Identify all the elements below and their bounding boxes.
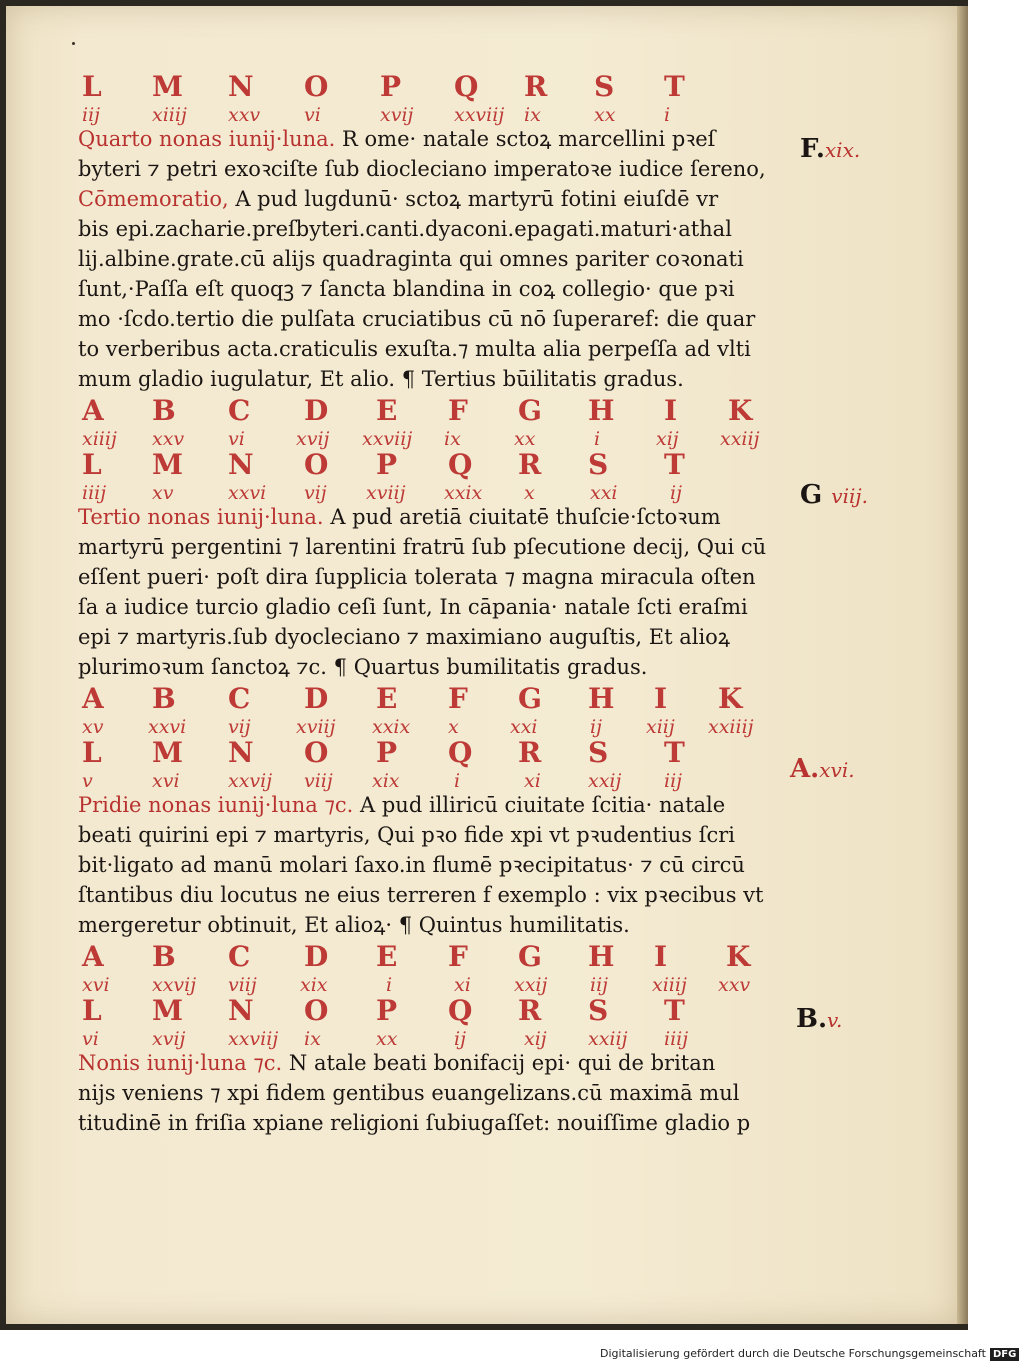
- golden-number: xi: [524, 770, 541, 792]
- calendar-letter: B: [152, 394, 176, 427]
- golden-number: xx: [594, 104, 616, 126]
- golden-number: xx: [514, 428, 536, 450]
- golden-number: xxvij: [228, 770, 273, 792]
- text-line: Quarto nonas iunij·luna. R ome· natale sctoꝝ marcellini pꝛeſ: [78, 127, 716, 151]
- golden-number: xxij: [588, 770, 622, 792]
- text-line: plurimoꝛum ſanctoꝝ ⁊c. ¶ Quartus bumilitatis gradus.: [78, 655, 648, 679]
- number-row: [78, 970, 798, 994]
- calendar-letter: N: [228, 994, 254, 1027]
- text-line: titudinē in friſia xpiane religioni ſubiugaſſet: nouiſſime gladio p: [78, 1111, 751, 1135]
- golden-number: iiij: [664, 1028, 689, 1050]
- golden-number: xxi: [510, 716, 538, 738]
- calendar-letter: N: [228, 70, 254, 103]
- calendar-letter: K: [726, 940, 751, 973]
- calendar-letter: M: [152, 994, 183, 1027]
- golden-number: xxviij: [362, 428, 413, 450]
- golden-number: xxvi: [228, 482, 267, 504]
- calendar-letter: E: [376, 940, 398, 973]
- calendar-letter: A: [82, 682, 104, 715]
- golden-number: xxi: [590, 482, 618, 504]
- text-line: lij.albine.grate.cū alijs quadraginta qui omnes pariter coꝛonati: [78, 247, 744, 271]
- calendar-letter: O: [304, 736, 329, 769]
- calendar-letter: F: [448, 394, 468, 427]
- golden-number: xxix: [444, 482, 483, 504]
- golden-number: x: [524, 482, 535, 504]
- text-line: Tertio nonas iunij·luna. A pud aretiā ciuitatē thuſcie·ſctoꝛum: [78, 505, 721, 529]
- golden-number: xvi: [152, 770, 180, 792]
- golden-number: xiiij: [82, 428, 117, 450]
- calendar-letter: Q: [448, 448, 473, 481]
- entry-nonis: [78, 1048, 798, 1138]
- golden-number: vi: [82, 1028, 99, 1050]
- dfg-logo: DFG: [990, 1348, 1019, 1361]
- letter-row: [78, 394, 798, 427]
- golden-number: xxiij: [720, 428, 760, 450]
- golden-number: ix: [524, 104, 541, 126]
- calendar-letter: R: [518, 736, 542, 769]
- calendar-letter: K: [728, 394, 753, 427]
- calendar-letter: T: [664, 994, 685, 1027]
- golden-number: xxiiij: [708, 716, 754, 738]
- golden-number: i: [386, 974, 393, 996]
- golden-number: xvij: [152, 1028, 186, 1050]
- golden-number: xvij: [380, 104, 414, 126]
- calendar-letter: I: [654, 940, 668, 973]
- golden-number: iij: [590, 974, 609, 996]
- calendar-letter: C: [228, 682, 251, 715]
- letter-row: [78, 940, 798, 973]
- calendar-letter: R: [518, 448, 542, 481]
- number-row: [78, 100, 798, 124]
- golden-number: xiiij: [652, 974, 687, 996]
- golden-number: xviij: [296, 716, 336, 738]
- golden-number: vi: [304, 104, 321, 126]
- calendar-letter: L: [82, 994, 102, 1027]
- calendar-letter: I: [654, 682, 668, 715]
- calendar-letter: Q: [448, 736, 473, 769]
- number-row: [78, 1024, 798, 1048]
- text-line: Pridie nonas iunij·luna ⁊c. A pud illiricū ciuitate ſcitia· natale: [78, 793, 726, 817]
- calendar-letter: M: [152, 70, 183, 103]
- golden-number: xv: [82, 716, 104, 738]
- golden-number: xxv: [152, 428, 185, 450]
- calendar-letter: E: [376, 394, 398, 427]
- text-line: ſtantibus diu locutus ne eius terreren f exemplo : vix pꝛecibus vt: [78, 883, 764, 907]
- text-line: Cōmemoratio, A pud lugdunū· sctoꝝ martyrū fotini eiuſdē vr: [78, 187, 719, 211]
- golden-number: xviij: [366, 482, 406, 504]
- text-line: ſa a iudice turcio gladio ceſi ſunt, In cāpania· natale ſcti eraſmi: [78, 595, 748, 619]
- golden-number: vi: [228, 428, 245, 450]
- calendar-letter: K: [718, 682, 743, 715]
- calendar-letter: P: [376, 736, 398, 769]
- calendar-letter: I: [664, 394, 678, 427]
- letter-row: [78, 448, 798, 481]
- calendar-letter: R: [524, 70, 548, 103]
- number-row: [78, 424, 798, 448]
- calendar-letter: P: [376, 448, 398, 481]
- golden-number: ij: [590, 716, 602, 738]
- golden-number: viij: [304, 770, 333, 792]
- number-row: [78, 478, 798, 502]
- margin-dominical-letter: A.xvi.: [790, 754, 855, 784]
- calendar-letter: M: [152, 736, 183, 769]
- number-row: [78, 712, 798, 736]
- golden-number: xi: [454, 974, 471, 996]
- golden-number: xvi: [82, 974, 110, 996]
- text-line: bit·ligato ad manū molari ſaxo.in flumē pꝛecipitatus· ⁊ cū circū: [78, 853, 745, 877]
- golden-number: ij: [454, 1028, 466, 1050]
- calendar-letter: Q: [454, 70, 479, 103]
- calendar-letter: E: [376, 682, 398, 715]
- golden-number: x: [448, 716, 459, 738]
- calendar-letter: H: [588, 394, 615, 427]
- text-line: byteri ⁊ petri exoꝛciſte ſub diocleciano imperatoꝛe iudice ſereno,: [78, 157, 766, 181]
- calendar-letter: R: [518, 994, 542, 1027]
- golden-number: xij: [656, 428, 679, 450]
- golden-number: xxix: [372, 716, 411, 738]
- calendar-letter: P: [380, 70, 402, 103]
- calendar-letter: L: [82, 736, 102, 769]
- golden-number: xxv: [718, 974, 751, 996]
- calendar-letter: S: [594, 70, 615, 103]
- calendar-letter: T: [664, 736, 685, 769]
- letter-row: [78, 736, 798, 769]
- calendar-letter: P: [376, 994, 398, 1027]
- calendar-letter: S: [588, 448, 609, 481]
- calendar-letter: T: [664, 70, 685, 103]
- text-line: martyrū pergentini ⁊ larentini fratrū ſub pſecutione decij, Qui cū: [78, 535, 767, 559]
- text-line: ſunt,·Paſſa eſt quoqꝫ ⁊ ſancta blandina in coꝝ collegio· que pꝛi: [78, 277, 735, 301]
- calendar-letter: A: [82, 940, 104, 973]
- golden-number: vij: [228, 716, 251, 738]
- golden-number: xix: [300, 974, 328, 996]
- golden-number: xvij: [296, 428, 330, 450]
- page-text-block: [78, 70, 798, 1138]
- calendar-letter: G: [518, 940, 542, 973]
- calendar-letter: H: [588, 682, 615, 715]
- golden-number: xix: [372, 770, 400, 792]
- golden-number: ix: [444, 428, 461, 450]
- calendar-letter: M: [152, 448, 183, 481]
- calendar-letter: F: [448, 940, 468, 973]
- calendar-letter: G: [518, 682, 542, 715]
- golden-number: ij: [670, 482, 682, 504]
- calendar-letter: B: [152, 940, 176, 973]
- entry-quarto-nonas: [78, 124, 798, 394]
- text-line: mo ·ſcdo.tertio die pulſata cruciatibus cū nō ſuperaref: die quar: [78, 307, 756, 331]
- calendar-letter: B: [152, 682, 176, 715]
- calendar-letter: S: [588, 994, 609, 1027]
- golden-number: i: [594, 428, 601, 450]
- text-line: eſſent pueri· poſt dira ſupplicia tolerata ⁊ magna miracula oſten: [78, 565, 756, 589]
- margin-dominical-letter: F.xix.: [800, 134, 861, 164]
- text-line: mergeretur obtinuit, Et alioꝝ· ¶ Quintus humilitatis.: [78, 913, 630, 937]
- golden-number: xv: [152, 482, 174, 504]
- text-line: to verberibus acta.craticulis exuſta.⁊ multa alia perpeſſa ad vlti: [78, 337, 751, 361]
- calendar-letter: T: [664, 448, 685, 481]
- ink-speck: [72, 42, 75, 45]
- golden-number: xxviij: [454, 104, 505, 126]
- golden-number: xx: [376, 1028, 398, 1050]
- golden-number: xxv: [228, 104, 261, 126]
- calendar-letter: O: [304, 70, 329, 103]
- golden-number: xxvi: [148, 716, 187, 738]
- calendar-letter: N: [228, 736, 254, 769]
- entry-pridie-nonas: [78, 790, 798, 940]
- calendar-letter: Q: [448, 994, 473, 1027]
- calendar-letter: N: [228, 448, 254, 481]
- entry-tertio-nonas: [78, 502, 798, 682]
- calendar-letter: S: [588, 736, 609, 769]
- golden-number: xiiij: [152, 104, 187, 126]
- calendar-letter: C: [228, 940, 251, 973]
- calendar-letter: A: [82, 394, 104, 427]
- calendar-letter: O: [304, 448, 329, 481]
- golden-number: i: [454, 770, 461, 792]
- golden-number: viij: [228, 974, 257, 996]
- golden-number: v: [82, 770, 93, 792]
- letter-row: [78, 682, 798, 715]
- calendar-letter: D: [304, 394, 329, 427]
- golden-number: iij: [664, 770, 683, 792]
- text-line: mum gladio iugulatur, Et alio. ¶ Tertius būilitatis gradus.: [78, 367, 684, 391]
- number-row: [78, 766, 798, 790]
- calendar-letter: F: [448, 682, 468, 715]
- golden-number: xxviij: [228, 1028, 279, 1050]
- golden-number: ix: [304, 1028, 321, 1050]
- calendar-letter: G: [518, 394, 542, 427]
- margin-dominical-letter: G viij.: [800, 480, 868, 510]
- golden-number: xij: [524, 1028, 547, 1050]
- margin-dominical-letter: B.v.: [796, 1004, 843, 1034]
- golden-number: xxiij: [588, 1028, 628, 1050]
- text-line: nijs veniens ⁊ xpi fidem gentibus euangelizans.cū maximā mul: [78, 1081, 740, 1105]
- text-line: epi ⁊ martyris.ſub dyocleciano ⁊ maximiano auguſtis, Et alioꝝ: [78, 625, 730, 649]
- golden-number: iij: [82, 104, 101, 126]
- calendar-letter: D: [304, 682, 329, 715]
- golden-number: xiij: [646, 716, 675, 738]
- text-line: Nonis iunij·luna ⁊c. N atale beati bonifacij epi· qui de britan: [78, 1051, 716, 1075]
- letter-row: [78, 70, 798, 103]
- golden-number: vij: [304, 482, 327, 504]
- golden-number: xxij: [514, 974, 548, 996]
- calendar-letter: H: [588, 940, 615, 973]
- calendar-letter: D: [304, 940, 329, 973]
- book-spine: [957, 6, 968, 1324]
- calendar-letter: L: [82, 448, 102, 481]
- calendar-letter: C: [228, 394, 251, 427]
- calendar-letter: O: [304, 994, 329, 1027]
- letter-row: [78, 994, 798, 1027]
- golden-number: xxvij: [152, 974, 197, 996]
- golden-number: iiij: [82, 482, 107, 504]
- digitization-credit: Digitalisierung gefördert durch die Deutsche Forschungsgemeinschaft DFG: [600, 1347, 994, 1365]
- text-line: beati quirini epi ⁊ martyris, Qui pꝛo fide xpi vt pꝛudentius ſcri: [78, 823, 735, 847]
- calendar-letter: L: [82, 70, 102, 103]
- text-line: bis epi.zacharie.preſbyteri.canti.dyaconi.epagati.maturi·athal: [78, 217, 732, 241]
- golden-number: i: [664, 104, 671, 126]
